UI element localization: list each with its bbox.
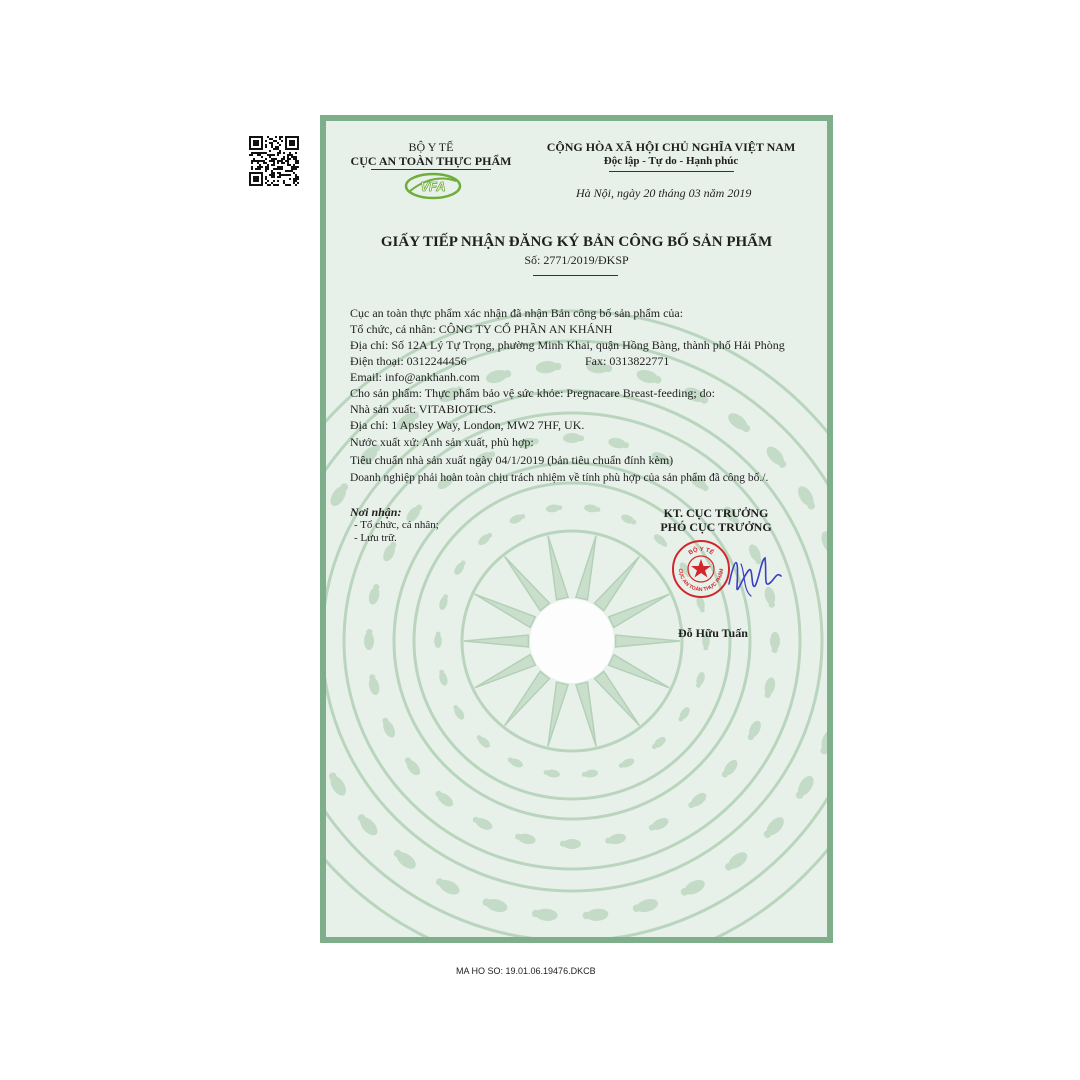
dossier-code: MA HO SO: 19.01.06.19476.DKCB <box>456 966 596 976</box>
handwritten-signature <box>721 546 791 606</box>
responsibility-line: Doanh nghiệp phải hoàn toàn chịu trách nhiệm về tính phù hợp của sản phẩm đã công bố./. <box>350 472 769 484</box>
recipient-item: - Lưu trữ. <box>354 532 397 544</box>
standard-line: Tiêu chuẩn nhà sản xuất ngày 04/1/2019 (bản tiêu chuẩn đính kèm) <box>350 453 674 467</box>
date-line: Hà Nội, ngày 20 tháng 03 năm 2019 <box>576 186 752 200</box>
recipient-item: - Tổ chức, cá nhân; <box>354 519 439 531</box>
seal-top-text: BỘ Y TẾ <box>687 546 715 557</box>
manufacturer-line: Nhà sản xuất: VITABIOTICS. <box>350 402 497 416</box>
signature-title-1: KT. CỤC TRƯỞNG <box>663 506 769 520</box>
phone-line: Điện thoại: 0312244456 <box>350 354 467 368</box>
agency-name: CỤC AN TOÀN THỰC PHẨM <box>350 154 512 168</box>
ministry-name: BỘ Y TẾ <box>408 140 454 154</box>
country-name: CỘNG HÒA XÃ HỘI CHỦ NGHĨA VIỆT NAM <box>546 140 796 154</box>
product-line: Cho sản phẩm: Thực phẩm bảo vệ sức khỏe: Pregnacare Breast-feeding; do: <box>350 386 716 400</box>
origin-line: Nước xuất xứ: Anh sản xuất, phù hợp: <box>350 435 534 449</box>
motto-rule <box>609 171 734 172</box>
header-left-rule <box>371 169 491 170</box>
document-number: Số: 2771/2019/ĐKSP <box>524 253 629 267</box>
address-line: Địa chỉ: Số 12A Lý Tự Trọng, phường Minh Khai, quận Hồng Bàng, thành phố Hải Phòng <box>350 338 785 352</box>
manufacturer-address-line: Địa chỉ: 1 Apsley Way, London, MW2 7HF, UK. <box>350 418 585 432</box>
recipients-label: Nơi nhận: <box>350 505 402 519</box>
certificate <box>320 115 833 943</box>
signature-title-2: PHÓ CỤC TRƯỞNG <box>660 520 772 534</box>
title-rule <box>533 275 618 276</box>
signer-name: Đỗ Hữu Tuấn <box>678 626 748 640</box>
seal-ring-text: CỤC AN TOÀN THỰC PHẨM <box>676 568 726 594</box>
vfa-logo <box>404 171 462 201</box>
intro-line: Cục an toàn thực phẩm xác nhận đã nhận Bản công bố sản phẩm của: <box>350 306 684 320</box>
document-title: GIẤY TIẾP NHẬN ĐĂNG KÝ BẢN CÔNG BỐ SẢN PHẨM <box>380 234 773 250</box>
organization-line: Tổ chức, cá nhân: CÔNG TY CỔ PHẦN AN KHÁNH <box>350 322 613 336</box>
svg-text:BỘ Y TẾ <box>688 545 715 556</box>
fax-line: Fax: 0313822771 <box>585 354 670 368</box>
qr-code <box>249 136 299 186</box>
email-line: Email: info@ankhanh.com <box>350 370 480 384</box>
vfa-logo-text: VFA <box>420 179 446 194</box>
motto: Độc lập - Tự do - Hạnh phúc <box>603 155 739 167</box>
